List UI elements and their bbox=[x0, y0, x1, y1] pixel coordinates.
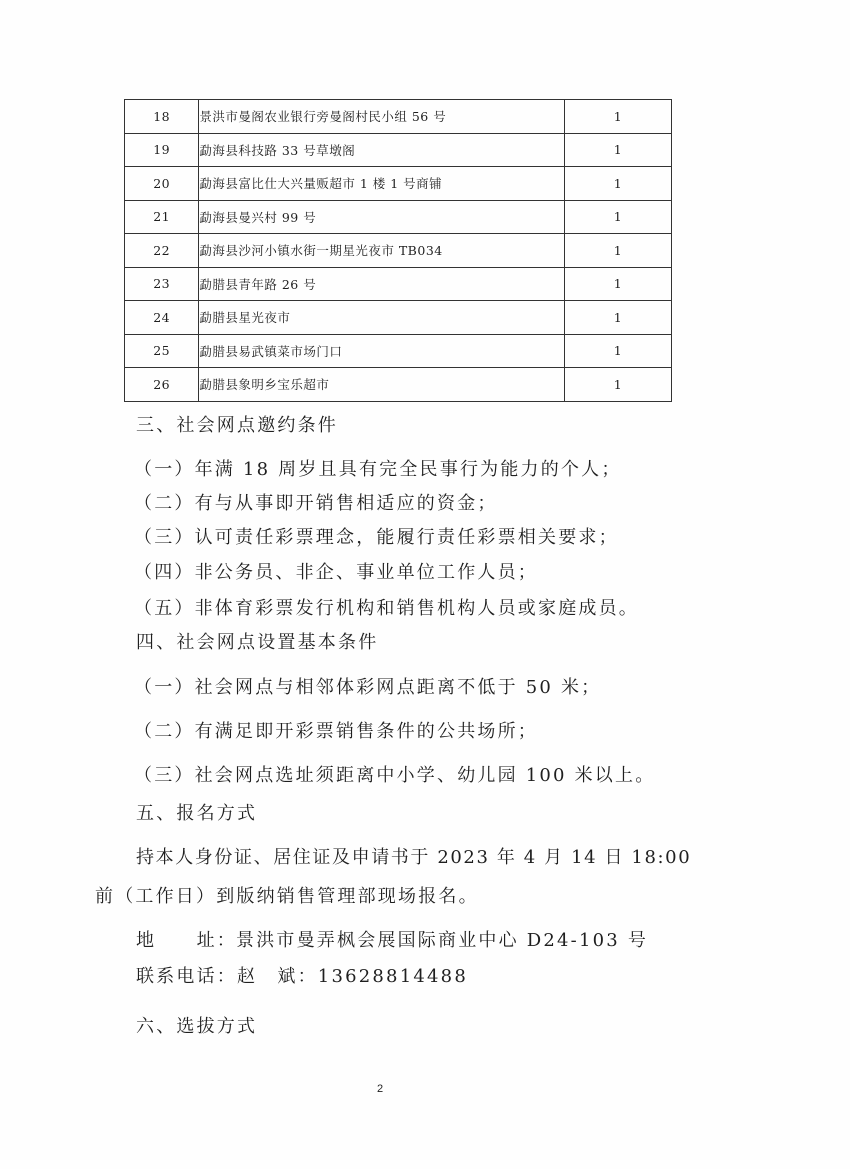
row-address: 勐海县曼兴村 99 号 bbox=[199, 200, 565, 234]
row-address: 勐腊县青年路 26 号 bbox=[199, 267, 565, 301]
registration-paragraph: 持本人身份证、居住证及申请书于 2023 年 4 月 14 日 18:00 bbox=[136, 847, 692, 868]
table-row bbox=[125, 167, 672, 201]
condition-item: （四）非公务员、非企、事业单位工作人员； bbox=[134, 562, 538, 583]
section-heading: 五、报名方式 bbox=[136, 803, 258, 824]
section-heading: 四、社会网点设置基本条件 bbox=[136, 632, 379, 653]
row-count: 1 bbox=[565, 167, 672, 201]
condition-item: （一）社会网点与相邻体彩网点距离不低于 50 米； bbox=[134, 677, 602, 698]
row-count: 1 bbox=[565, 100, 672, 134]
address-line bbox=[136, 926, 648, 952]
row-number: 26 bbox=[125, 368, 199, 402]
row-address: 勐海县富比仕大兴量贩超市 1 楼 1 号商铺 bbox=[199, 167, 565, 201]
row-number: 24 bbox=[125, 301, 199, 335]
row-number: 21 bbox=[125, 200, 199, 234]
section-heading: 六、选拔方式 bbox=[136, 1016, 258, 1037]
row-count: 1 bbox=[565, 267, 672, 301]
row-number: 20 bbox=[125, 167, 199, 201]
condition-item: （一）年满 18 周岁且具有完全民事行为能力的个人； bbox=[134, 459, 622, 480]
row-count: 1 bbox=[565, 368, 672, 402]
table-row bbox=[125, 334, 672, 368]
row-count: 1 bbox=[565, 200, 672, 234]
row-number: 22 bbox=[125, 234, 199, 268]
sites-table-body bbox=[125, 100, 672, 402]
sites-table bbox=[124, 99, 672, 402]
row-address: 景洪市曼阁农业银行旁曼阁村民小组 56 号 bbox=[199, 100, 565, 134]
row-number: 19 bbox=[125, 133, 199, 167]
section-heading: 三、社会网点邀约条件 bbox=[136, 415, 338, 436]
table-row bbox=[125, 200, 672, 234]
table-row bbox=[125, 100, 672, 134]
row-address: 勐腊县星光夜市 bbox=[199, 301, 565, 335]
table-row bbox=[125, 133, 672, 167]
address-value: 景洪市曼弄枫会展国际商业中心 D24-103 号 bbox=[236, 930, 649, 951]
row-count: 1 bbox=[565, 234, 672, 268]
row-count: 1 bbox=[565, 334, 672, 368]
contact-line: 联系电话：赵 斌：13628814488 bbox=[136, 966, 468, 987]
registration-paragraph: 前（工作日）到版纳销售管理部现场报名。 bbox=[95, 886, 479, 907]
row-number: 23 bbox=[125, 267, 199, 301]
row-address: 勐海县科技路 33 号草墩阁 bbox=[199, 133, 565, 167]
row-address: 勐海县沙河小镇水街一期星光夜市 TB034 bbox=[199, 234, 565, 268]
page-number: 2 bbox=[376, 1083, 384, 1095]
table-row bbox=[125, 267, 672, 301]
row-count: 1 bbox=[565, 301, 672, 335]
table-row bbox=[125, 301, 672, 335]
table-row bbox=[125, 234, 672, 268]
row-address: 勐腊县象明乡宝乐超市 bbox=[199, 368, 565, 402]
row-number: 18 bbox=[125, 100, 199, 134]
condition-item: （三）社会网点选址须距离中小学、幼儿园 100 米以上。 bbox=[134, 765, 656, 786]
condition-item: （二）有与从事即开销售相适应的资金； bbox=[134, 493, 498, 514]
row-number: 25 bbox=[125, 334, 199, 368]
address-label: 地 址： bbox=[136, 930, 237, 951]
condition-item: （三）认可责任彩票理念，能履行责任彩票相关要求； bbox=[134, 527, 619, 548]
table-row bbox=[125, 368, 672, 402]
condition-item: （二）有满足即开彩票销售条件的公共场所； bbox=[134, 721, 538, 742]
row-count: 1 bbox=[565, 133, 672, 167]
condition-item: （五）非体育彩票发行机构和销售机构人员或家庭成员。 bbox=[134, 598, 639, 619]
row-address: 勐腊县易武镇菜市场门口 bbox=[199, 334, 565, 368]
